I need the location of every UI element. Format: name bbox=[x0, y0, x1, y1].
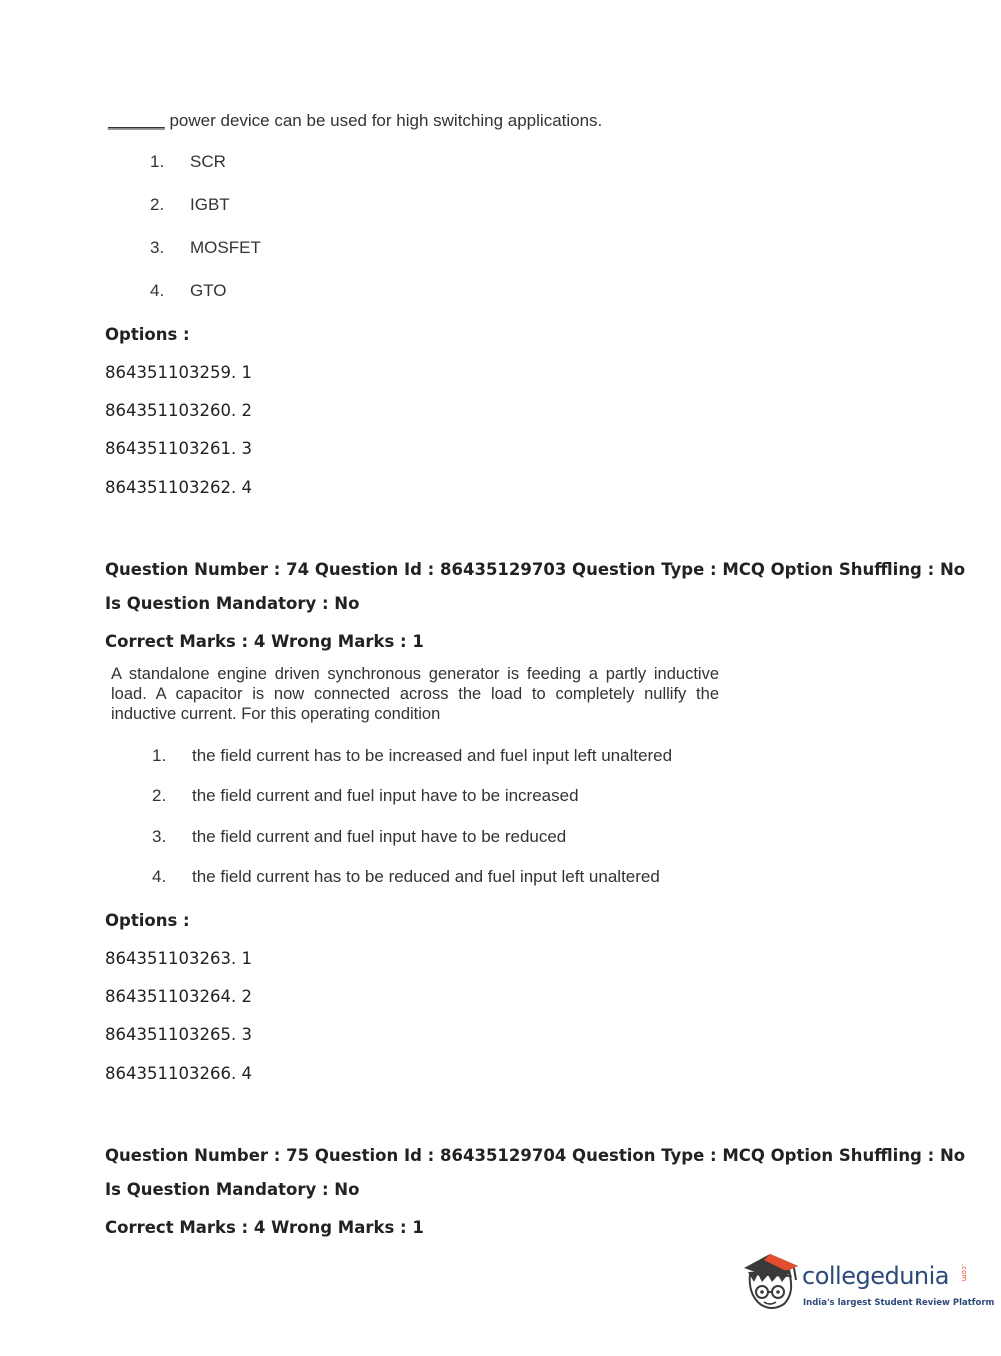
q74-choice-4 bbox=[152, 867, 660, 887]
q73-stem bbox=[108, 111, 602, 131]
mascot-icon bbox=[740, 1248, 804, 1314]
q73-stem-text: power device can be used for high switching applications. bbox=[169, 111, 603, 130]
choice-text: the field current and fuel input have to be reduced bbox=[192, 827, 567, 846]
choice-number: 3. bbox=[152, 827, 167, 846]
q73-choice-1 bbox=[150, 152, 226, 172]
choice-number: 1. bbox=[152, 746, 167, 765]
choice-text: IGBT bbox=[190, 195, 230, 214]
logo-wordmark: collegedunia bbox=[802, 1262, 950, 1290]
q75-marks: Correct Marks : 4 Wrong Marks : 1 bbox=[105, 1218, 424, 1237]
logo-tagline: India's largest Student Review Platform bbox=[803, 1298, 995, 1308]
choice-number: 4. bbox=[150, 281, 165, 300]
choice-text: the field current has to be reduced and fuel input left unaltered bbox=[192, 867, 660, 886]
q73-options-label: Options : bbox=[105, 325, 190, 344]
choice-text: the field current and fuel input have to be increased bbox=[192, 786, 579, 805]
q74-mandatory: Is Question Mandatory : No bbox=[105, 594, 360, 613]
q74-option-3: 864351103265. 3 bbox=[105, 1025, 252, 1044]
q73-option-3: 864351103261. 3 bbox=[105, 439, 252, 458]
q74-choice-3 bbox=[152, 827, 566, 847]
q74-option-2: 864351103264. 2 bbox=[105, 987, 252, 1006]
q74-option-4: 864351103266. 4 bbox=[105, 1064, 252, 1083]
choice-number: 3. bbox=[150, 238, 165, 257]
choice-text: MOSFET bbox=[190, 238, 261, 257]
logo-suffix: .com bbox=[960, 1264, 968, 1282]
choice-text: the field current has to be increased and fuel input left unaltered bbox=[192, 746, 673, 765]
choice-number: 1. bbox=[150, 152, 165, 171]
q74-marks: Correct Marks : 4 Wrong Marks : 1 bbox=[105, 632, 424, 651]
q73-stem-blank: ______ bbox=[108, 111, 165, 130]
q74-choice-2 bbox=[152, 786, 579, 806]
q74-stem: A standalone engine driven synchronous generator is feeding a partly inductive load. A capacitor is now connected across the load to completely nullify the inductive current. For this operating condition bbox=[111, 665, 719, 723]
choice-number: 2. bbox=[152, 786, 167, 805]
choice-number: 4. bbox=[152, 867, 167, 886]
choice-number: 2. bbox=[150, 195, 165, 214]
q74-options-label: Options : bbox=[105, 911, 190, 930]
q73-choice-2 bbox=[150, 195, 230, 215]
choice-text: GTO bbox=[190, 281, 227, 300]
collegedunia-logo[interactable] bbox=[740, 1248, 995, 1318]
q73-choice-3 bbox=[150, 238, 261, 258]
q74-option-1: 864351103263. 1 bbox=[105, 949, 252, 968]
q73-option-1: 864351103259. 1 bbox=[105, 363, 252, 382]
q73-choice-4 bbox=[150, 281, 227, 301]
q73-option-4: 864351103262. 4 bbox=[105, 478, 252, 497]
q74-header: Question Number : 74 Question Id : 86435129703 Question Type : MCQ Option Shuffling : No bbox=[105, 560, 966, 579]
choice-text: SCR bbox=[190, 152, 226, 171]
q73-option-2: 864351103260. 2 bbox=[105, 401, 252, 420]
q75-header: Question Number : 75 Question Id : 86435129704 Question Type : MCQ Option Shuffling : No bbox=[105, 1146, 966, 1165]
q75-mandatory: Is Question Mandatory : No bbox=[105, 1180, 360, 1199]
q74-choice-1 bbox=[152, 746, 672, 766]
